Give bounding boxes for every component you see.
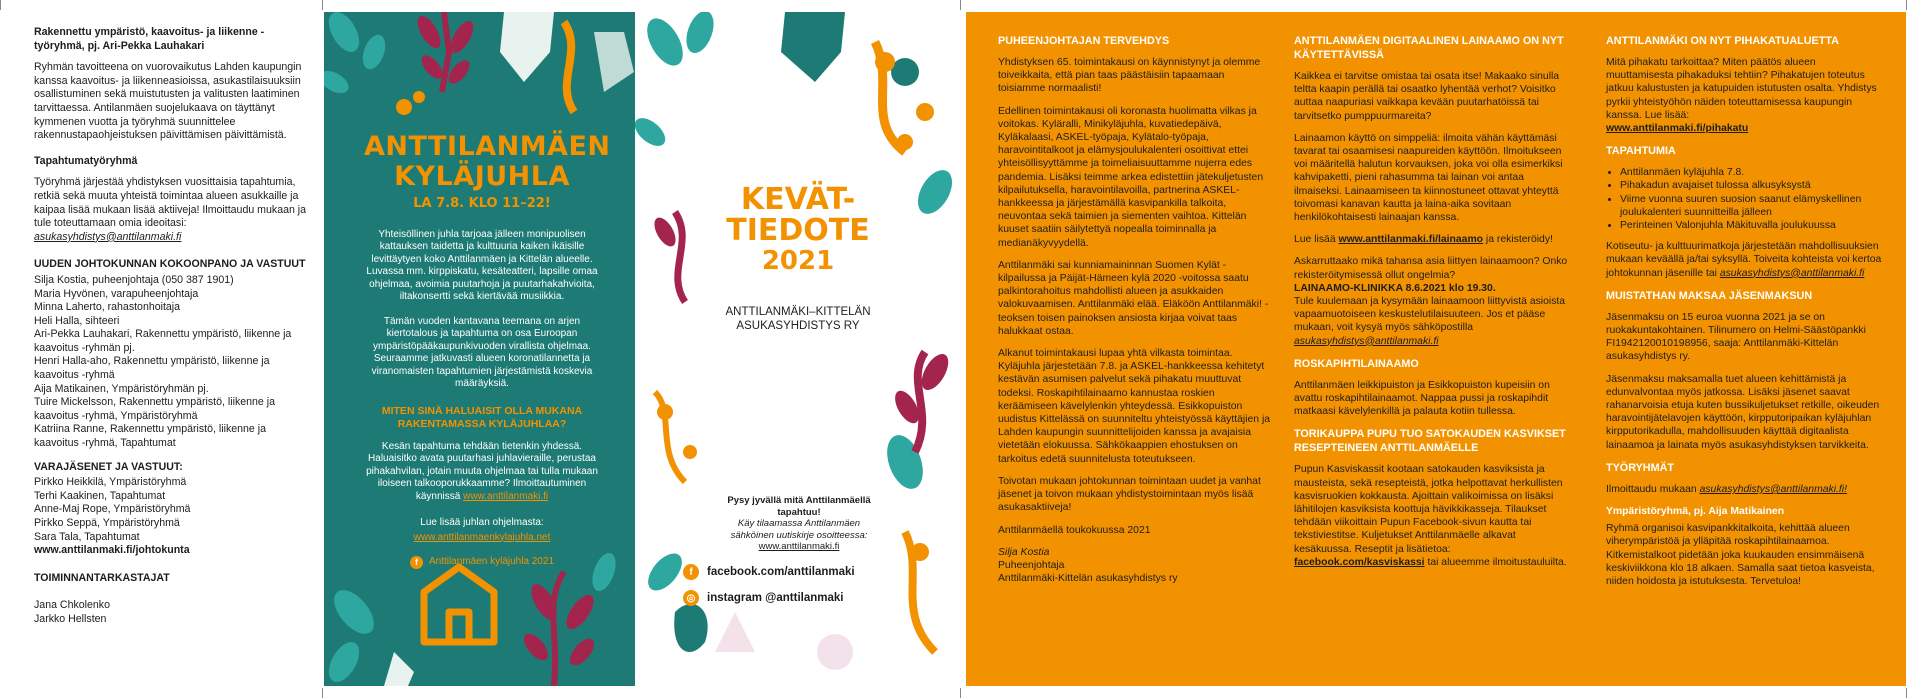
working-groups-text-body: Ilmoittaudu mukaan xyxy=(1606,483,1697,495)
lending-clinic-date: LAINAAMO-KLINIKKA 8.6.2021 klo 19.30. xyxy=(1294,282,1496,294)
festival-question-heading: MITEN SINÄ HALUAISIT OLLA MUKANA RAKENTAMASSA KYLÄJUHLAA? xyxy=(381,404,583,430)
festival-facebook[interactable] xyxy=(364,556,600,569)
facebook-link[interactable] xyxy=(683,564,855,580)
panel1-content xyxy=(34,26,310,627)
cover-decorative-plants xyxy=(635,12,953,686)
chair-greeting-p2: Edellinen toimintakausi oli koronasta huolimatta vilkas ja voitokas. Kyläralli, Minikyläjuhla, kuvatiedepäivä, Kyläkalaasi, ASKEL-työpaja, Kylätalo-työpaja, haravointitalkoot ja elämysjoulukalenteri osoittivat ettei yhteisöllisyyttämme ja toimeliaisuuttamme nujerra edes pandemia. Lisäksi teimme arkea edistettiin jätekuljetusten kilpailutuksella, haravointilavoilla, partnerina ASKEL-hankkeessa ja järjestämällä kasvipankilla talkoita, neuvontaa sekä taimien ja siementen vaihtoa. Kittelän kuuset saatiin säilytettyä nopealla toiminnalla ja medianäkyvyydellä. xyxy=(998,105,1264,249)
signature-role: Puheenjohtaja xyxy=(998,559,1065,571)
instagram-link[interactable] xyxy=(683,590,843,606)
chair-greeting-p5: Toivotan mukaan johtokunnan toimintaan uudet ja vanhat jäsenet ja toivon mukaan yhdistystoimintaan myös lisää asukasaktiiveja! xyxy=(998,475,1261,514)
pupu-text-body: Pupun Kasviskassit kootaan satokauden kasviksista ja mausteista, sekä resepteistä, jotka helpottavat herkullisten kasvisruokien kokkausta. Ajoittain valikoimissa on lisäksi lähitilojen kasviksista koottuja hävikkikasseja. Tilaukset tehdään viikoittain Pupun Facebook-sivun kautta tai tekstiviestitse. Kuljetukset Anttilanmäelle alkavat kesäkuussa. Reseptit ja lisätietoa: xyxy=(1294,464,1563,555)
board-member: Minna Laherto, rahastonhoitaja xyxy=(34,301,181,314)
newsletter-instruction: Käy tilaamassa Anttilanmäen sähköinen uutiskirje osoitteessa: xyxy=(730,518,868,541)
panel-village-festival xyxy=(324,12,635,686)
crop-mark xyxy=(960,0,961,10)
working-groups-heading: TYÖRYHMÄT xyxy=(1606,461,1674,474)
cover-title-year: 2021 xyxy=(761,246,835,276)
signature-org: Anttilanmäki-Kittelän asukasyhdistys ry xyxy=(998,573,1178,585)
cover-title-line-1: KEVÄT- xyxy=(740,182,856,217)
panel-back-left xyxy=(0,12,322,686)
facebook-icon: f xyxy=(410,556,423,569)
festival-signup-link[interactable]: www.anttilanmaki.fi xyxy=(463,490,549,502)
crop-mark xyxy=(960,688,961,698)
lending-library-p3-end: ja rekisteröidy! xyxy=(1485,234,1553,246)
festival-text-3-body: Kesän tapahtuma tehdään tietenkin yhdessä. Haluaisitko avata puutarhasi juhlavieraille, perustaa pihakahvilan, jotain muuta ohjelmaa tai tulla mukaan iloiseen talkooporukkaamme? Ilmoittautuminen käynnissä xyxy=(366,440,598,502)
cover-title-line-2: TIEDOTE xyxy=(726,213,870,248)
signature-name: Silja Kostia xyxy=(998,546,1050,558)
event-item: • Anttilanmäen kyläjuhla 7.8. xyxy=(1620,166,1886,179)
instagram-icon: ◎ xyxy=(683,590,699,606)
cover-title xyxy=(723,184,873,277)
festival-title: ANTTILANMÄEN KYLÄJUHLA xyxy=(364,131,611,192)
trips-text-body: Kotiseutu- ja kulttuurimatkoja järjestetään mahdollisuuksien mukaan keväällä ja/tai syksyllä. Toiveita kohteista voi kertoa johtokunnan jäsenille tai xyxy=(1606,241,1882,279)
auditor: Jana Chkolenko xyxy=(34,599,110,612)
pupu-facebook-link[interactable]: facebook.com/kasviskassi xyxy=(1294,556,1425,568)
column-home-zone xyxy=(1606,30,1886,597)
crop-mark xyxy=(322,0,323,10)
working-groups-email[interactable]: asukasyhdistys@anttilanmaki.fi! xyxy=(1699,483,1847,495)
lending-library-p3-text: Lue lisää xyxy=(1294,234,1336,246)
board-member: Ari-Pekka Lauhakari, Rakennettu ympäristö, liikenne ja kaavoitus -ryhmän pj. xyxy=(34,328,292,354)
litter-picker-text: Anttilanmäen leikkipuiston ja Esikkopuiston kupeisiin on avattu roskapihtilainaamot. Nappaa pussi ja roskapihdit matkaasi kävelylenkillä ja palauta kotiin tullessa. xyxy=(1294,379,1550,418)
auditor: Jarkko Hellsten xyxy=(34,612,107,625)
panel-cover xyxy=(635,12,953,686)
facebook-icon: f xyxy=(683,564,699,580)
heading-auditors: TOIMINNANTARKASTAJAT xyxy=(34,571,170,584)
heading-board: UUDEN JOHTOKUNNAN KOKOONPANO JA VASTUUT xyxy=(34,258,306,271)
board-member: Silja Kostia, puheenjohtaja (050 387 1901) xyxy=(34,273,234,286)
chair-greeting-p6: Anttilanmäellä toukokuussa 2021 xyxy=(998,524,1151,536)
deputy-member: Anne-Maj Rope, Ympäristöryhmä xyxy=(34,503,191,516)
column-lending-library xyxy=(1294,30,1572,578)
pupu-heading: TORIKAUPPA PUPU TUO SATOKAUDEN KASVIKSET RESEPTEINEEN ANTTILANMÄELLE xyxy=(1294,428,1566,455)
environment-group-heading: Ympäristöryhmä, pj. Aija Matikainen xyxy=(1606,506,1785,518)
home-zone-text-body: Mitä pihakatu tarkoittaa? Miten päätös alueen muuttamisesta pihakaduksi tehtiin? Pihakatujen toteutus jatkuu kalustusten ja katupuiden istutusten osalta. Yhdistys pyrkii yhteistyöhön näiden toteuttamisessa kaupungin kanssa. Lue lisää: xyxy=(1606,57,1877,121)
working-groups-text xyxy=(1606,483,1886,496)
home-zone-heading: ANTTILANMÄKI ON NYT PIHAKATUALUETTA xyxy=(1606,35,1839,47)
membership-fee-text: Jäsenmaksu on 15 euroa vuonna 2021 ja se on ruokakuntakohtainen. Tilinumero on Helmi-Säästöpankki FI1942120010198956, saaja: Anttilanmäki-Kittelän asukasyhdistys ry. xyxy=(1606,311,1866,363)
events-group-body: Työryhmä järjestää yhdistyksen vuosittaisia tapahtumia, retkiä sekä muuta yhteistä toimintaa alueen asukkaille ja kaipaa lisää mukaan lisää aktiiveja! Ilmoittaudu mukaan ja tule toteuttamaan omia ideoitasi: xyxy=(34,176,307,230)
newsletter-headline: Pysy jyvällä mitä Anttilanmäellä tapahtuu! xyxy=(727,495,871,518)
board-member: Aija Matikainen, Ympäristöryhmän pj. xyxy=(34,382,209,395)
board-member: Tuire Mickelsson, Rakennettu ympäristö, liikenne ja kaavoitus -ryhmä, Ympäristöryhmä xyxy=(34,396,276,422)
festival-text-2: Tämän vuoden kantavana teemana on arjen kiertotalous ja tapahtuma on osa Euroopan ympäristöpääkaupunkivuoden virallista ohjelmaa. Seuraamme jatkuvasti alueen koronatilannetta ja viranomaisten tapahtumien järjestämistä koskevia määräyksiä. xyxy=(371,315,593,389)
event-item: • Pihakadun avajaiset tulossa alkusyksystä xyxy=(1620,179,1886,192)
home-zone-link[interactable]: www.anttilanmaki.fi/pihakatu xyxy=(1606,123,1749,135)
events-group-text xyxy=(34,176,310,244)
membership-benefits-text: Jäsenmaksu maksamalla tuet alueen kehittämistä ja edunvalvontaa myös jatkossa. Lisäksi jäsenet saavat rahanarvoisia etuja kuten bussikuljetukset retkille, oikeuden haravointijätelavojen käyttöön, kirpputoripaikan kyläjuhlan kirpputorikadulla, mahdollisuuden käyttää digitaalista lainaamoa ja lainata myös asukasyhdistyksen tarvikkeita. xyxy=(1606,373,1880,451)
chair-greeting-p1: Yhdistyksen 65. toimintakausi on käynnistynyt ja olemme toiveikkaita, että pian taas päästäisiin tapaamaan toisiamme normaalisti! xyxy=(998,57,1261,95)
festival-date: LA 7.8. KLO 11–22! xyxy=(413,196,551,211)
lending-library-email[interactable]: asukasyhdistys@anttilanmaki.fi xyxy=(1294,335,1439,347)
lending-library-p2: Lainaamon käyttö on simppeliä: ilmoita vähän käyttämäsi tavarat tai osaamisesi naapureiden käyttöön. Ilmoitukseen voi määritellä halutun korvauksen, joka voi olla esimerkiksi kahvipaketti, pieni rahasumma tai lainan voi antaa ilmaiseksi. Lainaamiseen ta kiinnostuneet ottavat yhteyttä toivomasi kanavan kautta ja laina-aika sovitaan henkilökohtaisesti lainaajan kanssa. xyxy=(1294,132,1563,224)
events-list xyxy=(1606,166,1886,232)
deputy-member: Sara Tala, Tapahtumat xyxy=(34,530,140,543)
chair-greeting-heading: PUHEENJOHTAJAN TERVEHDYS xyxy=(998,35,1170,47)
lending-library-p4-body: Tule kuulemaan ja kysymään lainaamoon liittyvistä asioista vapaamuotoiseen keskustelutilaisuuteen. Jos et pääse mukaan, voit kysyä myös sähköpostilla xyxy=(1294,296,1566,334)
festival-site-link[interactable]: www.anttilanmaenkylajuhla.net xyxy=(413,531,551,543)
crop-mark xyxy=(1906,688,1907,698)
lending-library-p4-text: Askarruttaako mikä tahansa asia liittyen lainaamoon? Onko rekisteröitymisessä ollut ongelmia? xyxy=(1294,256,1568,281)
events-heading: TAPAHTUMIA xyxy=(1606,145,1676,158)
trips-text xyxy=(1606,240,1886,280)
chair-greeting-p3: Anttilanmäki sai kunniamaininnan Suomen Kylät -kilpailussa ja Päijät-Hämeen kylä 2020 -voitossa saatu palkintorahoitus mahdollisti alueen ja asukkaiden valokuvaamisen. Anttilanmäki elää. Eläköön Anttilanmäki! -teoksen toisen painoksen ansiosta kirjaa voivat taas halukkaat ostaa. xyxy=(998,259,1269,337)
environment-group-text: Ryhmä organisoi kasvipankkitalkoita, kehittää alueen viherympäristöä ja ylläpitää roskapihtilainaamoa. Kitkemistalkoot pidetään joka kuukauden ensimmäisenä keskiviikkona klo 18 alkaen. Samalla saat tietoa kasveista, niiden hoidosta ja istutuksesta. Tervetuloa! xyxy=(1606,523,1875,588)
board-member: Henri Halla-aho, Rakennettu ympäristö, liikenne ja kaavoitus -ryhmä xyxy=(34,355,270,382)
festival-facebook-label: Anttilanmäen kyläjuhla 2021 xyxy=(428,556,555,568)
lending-library-p3 xyxy=(1294,233,1572,246)
festival-text-1: Yhteisöllinen juhla tarjoaa jälleen monipuolisen kattauksen taidetta ja kulttuuria kaiken ikäisille levittäytyen koko Anttilanmäen ja Kittelän alueelle. Luvassa mm. kirppiskatu, kesäteatteri, lapsille omaa ohjelmaa, avoimia puutarhoja ja puutarhakahvioita, iltakonsertti sekä kiertävää musiikkia. xyxy=(366,228,598,302)
pupu-text xyxy=(1294,463,1572,569)
festival-content xyxy=(364,131,611,569)
lending-library-heading: ANTTILANMÄEN DIGITAALINEN LAINAAMO ON NYT KÄYTETTÄVISSÄ xyxy=(1294,35,1564,61)
membership-heading: MUISTATHAN MAKSAA JÄSENMAKSUN xyxy=(1606,289,1813,302)
crop-mark xyxy=(0,0,1,10)
heading-deputies: VARAJÄSENET JA VASTUUT: xyxy=(34,460,183,473)
panel-inside xyxy=(966,12,1906,686)
facebook-label: facebook.com/anttilanmaki xyxy=(707,566,855,578)
event-item: • Perinteinen Valonjuhla Mäkituvalla joulukuussa xyxy=(1620,219,1886,232)
crop-mark xyxy=(1906,0,1907,10)
chair-greeting-p4: Alkanut toimintakausi lupaa yhtä vilkasta toimintaa. Kyläjuhla järjestetään 7.8. ja ASKEL-hankkeessa kehitetyt kestävän asumisen palvelut sekä pihakatu muuttuvat todeksi. Roskapihtilainaamo kannustaa roskien keräämiseen kävelylenkin yhteydessä. Esikkopuiston uudistus Kittelässä on suunniteltu yhteistyössä käyttäjien ja Lahden kaupungin suunnittelijoiden kanssa ja avajaisia vietetään elokuussa. Sähkökaappien ehostuksen on tarkoitus edetä suunnitelusta toteutukseen. xyxy=(998,348,1271,465)
lending-library-p4 xyxy=(1294,255,1572,347)
email-link[interactable]: asukasyhdistys@anttilanmaki.fi xyxy=(34,230,182,243)
auditor-list xyxy=(34,599,310,626)
lending-library-p1: Kaikkea ei tarvitse omistaa tai osata itse! Makaako sinulla teltta kaapin perällä tai osaatko lyhentää verhot? Voisitko auttaa naapuriasi vaikkapa kevään puutarhatöissä tai tarvitsetko pumppuurmareita? xyxy=(1294,71,1560,122)
heading-events-group: Tapahtumatyöryhmä xyxy=(34,154,138,167)
pupu-text-end: tai alueemme ilmoitustauluilta. xyxy=(1427,556,1567,568)
board-link[interactable]: www.anttilanmaki.fi/johtokunta xyxy=(34,544,190,557)
deputy-list xyxy=(34,476,310,544)
festival-text-4: Lue lisää juhlan ohjelmasta: xyxy=(420,517,544,528)
trips-email[interactable]: asukasyhdistys@anttilanmaki.fi xyxy=(1719,267,1865,279)
instagram-label: instagram @anttilanmaki xyxy=(707,592,844,604)
festival-text-3 xyxy=(364,441,600,504)
deputy-member: Pirkko Seppä, Ympäristöryhmä xyxy=(34,517,180,529)
column-chair-greeting xyxy=(998,30,1272,585)
association-name: ANTTILANMÄKI–KITTELÄN ASUKASYHDISTYS RY xyxy=(725,306,871,332)
board-member: Heli Halla, sihteeri xyxy=(34,314,120,327)
deputy-member: Terhi Kaakinen, Tapahtumat xyxy=(34,489,166,502)
newsletter-link[interactable]: www.anttilanmaki.fi xyxy=(758,541,840,552)
board-member: Maria Hyvönen, varapuheenjohtaja xyxy=(34,287,199,300)
lending-library-link[interactable]: www.anttilanmaki.fi/lainaamo xyxy=(1338,234,1484,246)
deputy-member: Pirkko Heikkilä, Ympäristöryhmä xyxy=(34,476,187,489)
event-item: • Viime vuonna suuren suosion saanut elämyskellinen joulukalenteri suunnitteilla jälleen xyxy=(1620,193,1886,219)
litter-picker-heading: ROSKAPIHTILAINAAMO xyxy=(1294,357,1419,370)
heading-environment-group: Rakennettu ympäristö, kaavoitus- ja liikenne -työryhmä, pj. Ari-Pekka Lauhakari xyxy=(34,26,265,52)
board-list xyxy=(34,274,310,451)
board-member: Katriina Ranne, Rakennettu ympäristö, liikenne ja kaavoitus -ryhmä, Tapahtumat xyxy=(34,423,267,450)
crop-mark xyxy=(322,688,323,698)
newsletter-info xyxy=(715,495,883,553)
environment-group-text: Ryhmän tavoitteena on vuorovaikutus Lahden kaupungin kanssa kaavoitus- ja liikenneasioissa, asukastilaisuuksiin osallistuminen sekä muistutusten ja valitusten laatiminen tarvittaessa. Antilanmäen suojelukaava on täyttänyt kymmenen vuotta ja työryhmä suunnittelee rakennustapaohjeistuksen päivittämisen päivittämistä. xyxy=(34,61,302,142)
home-zone-text xyxy=(1606,56,1886,135)
